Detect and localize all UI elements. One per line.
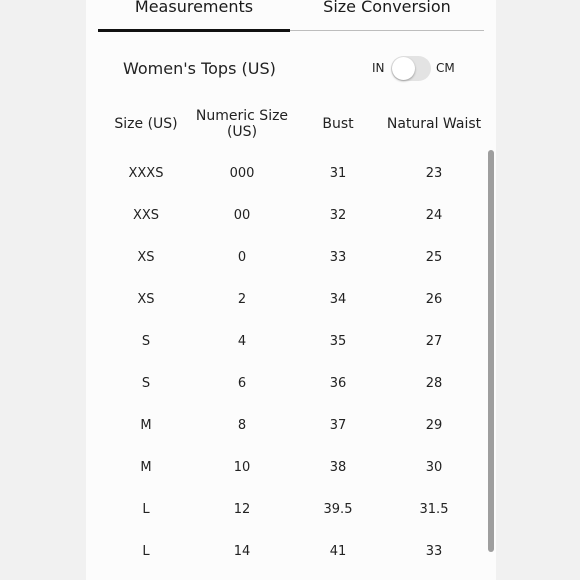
section-title: Women's Tops (US) bbox=[123, 59, 276, 78]
active-tab-indicator bbox=[98, 29, 290, 32]
cell-numeric-size: 00 bbox=[233, 207, 251, 223]
cell-size: M bbox=[140, 459, 152, 475]
cell-natural-waist: 23 bbox=[425, 165, 443, 181]
cell-bust: 39.5 bbox=[323, 501, 353, 517]
cell-numeric-size: 14 bbox=[233, 543, 251, 559]
unit-switch[interactable] bbox=[391, 56, 431, 81]
unit-label-cm[interactable]: CM bbox=[436, 61, 455, 75]
table-row bbox=[98, 488, 482, 530]
cell-bust: 32 bbox=[329, 207, 347, 223]
table-row bbox=[98, 194, 482, 236]
table-row bbox=[98, 362, 482, 404]
table-row bbox=[98, 152, 482, 194]
tab-bar bbox=[98, 0, 484, 31]
header-numeric-size: Numeric Size (US) bbox=[195, 108, 289, 140]
table-row bbox=[98, 278, 482, 320]
cell-size: XXS bbox=[132, 207, 160, 223]
header-size: Size (US) bbox=[114, 116, 178, 132]
unit-toggle bbox=[372, 56, 467, 82]
switch-knob[interactable] bbox=[392, 57, 415, 80]
cell-numeric-size: 2 bbox=[237, 291, 247, 307]
cell-size: S bbox=[141, 375, 151, 391]
cell-natural-waist: 31.5 bbox=[419, 501, 449, 517]
cell-natural-waist: 30 bbox=[425, 459, 443, 475]
cell-size: XS bbox=[137, 291, 155, 307]
cell-bust: 35 bbox=[329, 333, 347, 349]
cell-size: M bbox=[140, 417, 152, 433]
cell-bust: 37 bbox=[329, 417, 347, 433]
cell-numeric-size: 000 bbox=[229, 165, 255, 181]
cell-bust: 33 bbox=[329, 249, 347, 265]
cell-natural-waist: 29 bbox=[425, 417, 443, 433]
table-row bbox=[98, 320, 482, 362]
cell-bust: 41 bbox=[329, 543, 347, 559]
table-row bbox=[98, 446, 482, 488]
vertical-scrollbar[interactable] bbox=[488, 150, 494, 552]
header-natural-waist: Natural Waist bbox=[386, 116, 482, 132]
table-row bbox=[98, 236, 482, 278]
cell-bust: 36 bbox=[329, 375, 347, 391]
cell-natural-waist: 26 bbox=[425, 291, 443, 307]
unit-label-in[interactable]: IN bbox=[372, 61, 385, 75]
cell-bust: 34 bbox=[329, 291, 347, 307]
cell-natural-waist: 24 bbox=[425, 207, 443, 223]
table-row bbox=[98, 404, 482, 446]
cell-size: S bbox=[141, 333, 151, 349]
cell-size: XXXS bbox=[128, 165, 164, 181]
header-bust: Bust bbox=[322, 116, 354, 132]
tab-size-conversion[interactable]: Size Conversion bbox=[323, 0, 451, 16]
cell-natural-waist: 25 bbox=[425, 249, 443, 265]
table-header-row bbox=[98, 100, 482, 148]
cell-numeric-size: 10 bbox=[233, 459, 251, 475]
size-guide-panel bbox=[86, 0, 496, 580]
cell-bust: 31 bbox=[329, 165, 347, 181]
tab-measurements[interactable]: Measurements bbox=[134, 0, 254, 16]
size-table bbox=[98, 100, 482, 572]
cell-natural-waist: 28 bbox=[425, 375, 443, 391]
table-row bbox=[98, 530, 482, 572]
cell-size: XS bbox=[137, 249, 155, 265]
cell-numeric-size: 0 bbox=[237, 249, 247, 265]
cell-natural-waist: 33 bbox=[425, 543, 443, 559]
cell-numeric-size: 4 bbox=[237, 333, 247, 349]
cell-numeric-size: 8 bbox=[237, 417, 247, 433]
cell-bust: 38 bbox=[329, 459, 347, 475]
cell-numeric-size: 6 bbox=[237, 375, 247, 391]
cell-numeric-size: 12 bbox=[233, 501, 251, 517]
cell-natural-waist: 27 bbox=[425, 333, 443, 349]
cell-size: L bbox=[142, 543, 150, 559]
cell-size: L bbox=[142, 501, 150, 517]
